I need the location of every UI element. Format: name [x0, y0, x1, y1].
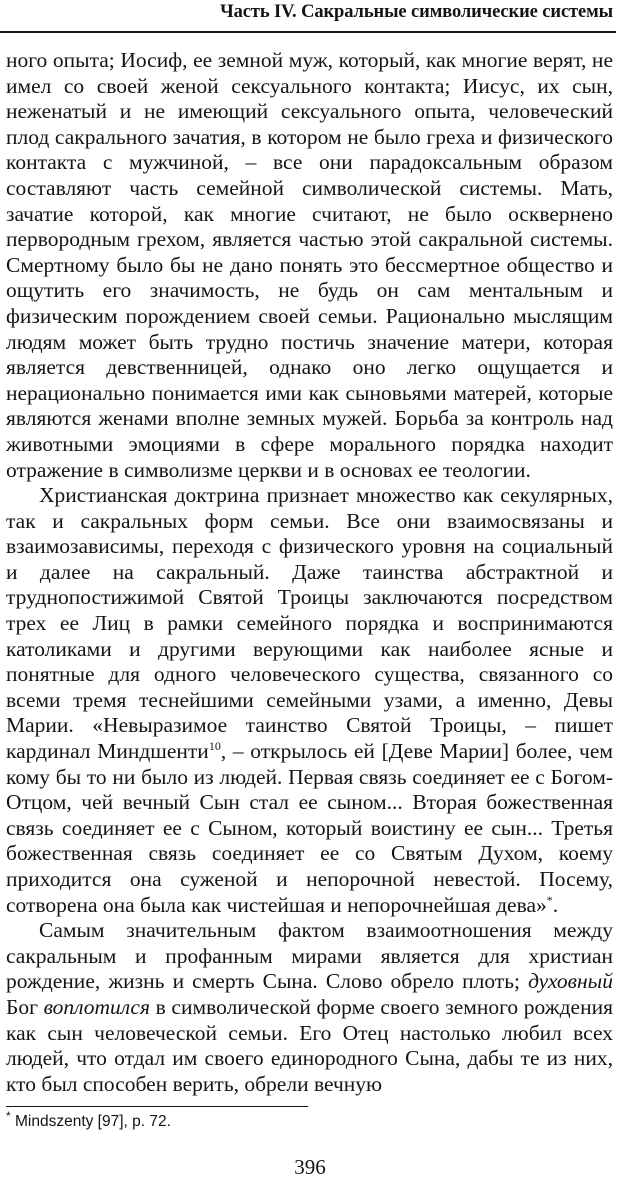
paragraph-3-text-b: Бог: [6, 994, 44, 1019]
paragraph-2-text-b: , – открылось ей [Деве Марии] более, чем кому бы то ни было из людей. Первая связь соединяет ее с Богом-Отцом, чей вечный Сын стал ее сыном... Вторая божественная связь соединяет ее с Сыном, который воистину ее сын... Третья божественная связь соединяет ее со Святым Духом, коему приходится она суженой и непорочной невестой. Посему, сотворена она была как чистейшая и непорочнейшая дева»: [6, 739, 613, 917]
footnote-rule: [6, 1106, 308, 1107]
paragraph-1: ного опыта; Иосиф, ее земной муж, который, как многие верят, не имел со своей женой сексуального контакта; Иисус, их сын, неженатый и не имеющий сексуального опыта, человеческий плод сакрального зачатия, в котором не было греха и физического контакта с мужчиной, – все они парадоксальным образом составляют часть семейной символической системы. Мать, зачатие которой, как многие считают, не было осквернено первородным грехом, является частью этой сакральной системы. Смертному было бы не дано понять это бессмертное общество и ощутить его значимость, не будь он сам ментальным и физическим порождением своей семьи. Рационально мыслящим людям может быть трудно постичь значение матери, которая является девственницей, однако оно легко ощущается и нерационально понимается ими как сыновьями матерей, которые являются женами вполне земных мужей. Борьба за контроль над животными эмоциями в сфере морального порядка находит отражение в символизме церкви и в основах ее теологии.: [6, 48, 613, 482]
running-head: Часть IV. Сакральные символические системы: [220, 2, 613, 22]
footnote-ref-star: *: [546, 892, 553, 907]
paragraph-3-text-c: в символической форме своего земного рождения как сын человеческой семьи. Его Отец настолько любил всех людей, что отдал им своего единородного Сына, дабы те из них, кто был способен верить, обрели вечную: [6, 994, 613, 1096]
page-number: 396: [294, 1155, 326, 1179]
footnote-marker: *: [6, 1108, 11, 1123]
paragraph-2-text-a: Христианская доктрина признает множество как секулярных, так и сакральных форм семьи. Все они взаимосвязаны и взаимозависимы, переходя с физического уровня на социальный и далее на сакральный. Даже таинства абстрактной и труднопостижимой Святой Троицы заключаются посредством трех ее Лиц в рамки семейного порядка и воспринимаются католиками и другими верующими как наиболее ясные и понятные для одного человеческого существа, связанного со всеми тремя теснейшими семейными узами, а именно, Девы Марии. «Невыразимое таинство Святой Троицы, – пишет кардинал Миндшенти: [6, 483, 613, 764]
paragraph-2: [6, 483, 613, 918]
header-rule: [0, 31, 616, 33]
italic-term-spiritual: духовный: [528, 969, 613, 994]
footnote: [6, 1108, 171, 1131]
footnote-ref-10: 10: [208, 738, 221, 753]
paragraph-3: [6, 918, 613, 1097]
paragraph-3-text-a: Самым значительным фактом взаимоотношения между сакральным и профанным мирами является для христиан рождение, жизнь и смерть Сына. Слово обрело плоть;: [6, 918, 613, 994]
footnote-text: Mindszenty [97], p. 72.: [10, 1113, 171, 1130]
paragraph-2-text-c: .: [552, 892, 559, 917]
body-text: [6, 48, 613, 1097]
italic-term-incarnated: воплотился: [43, 994, 150, 1019]
